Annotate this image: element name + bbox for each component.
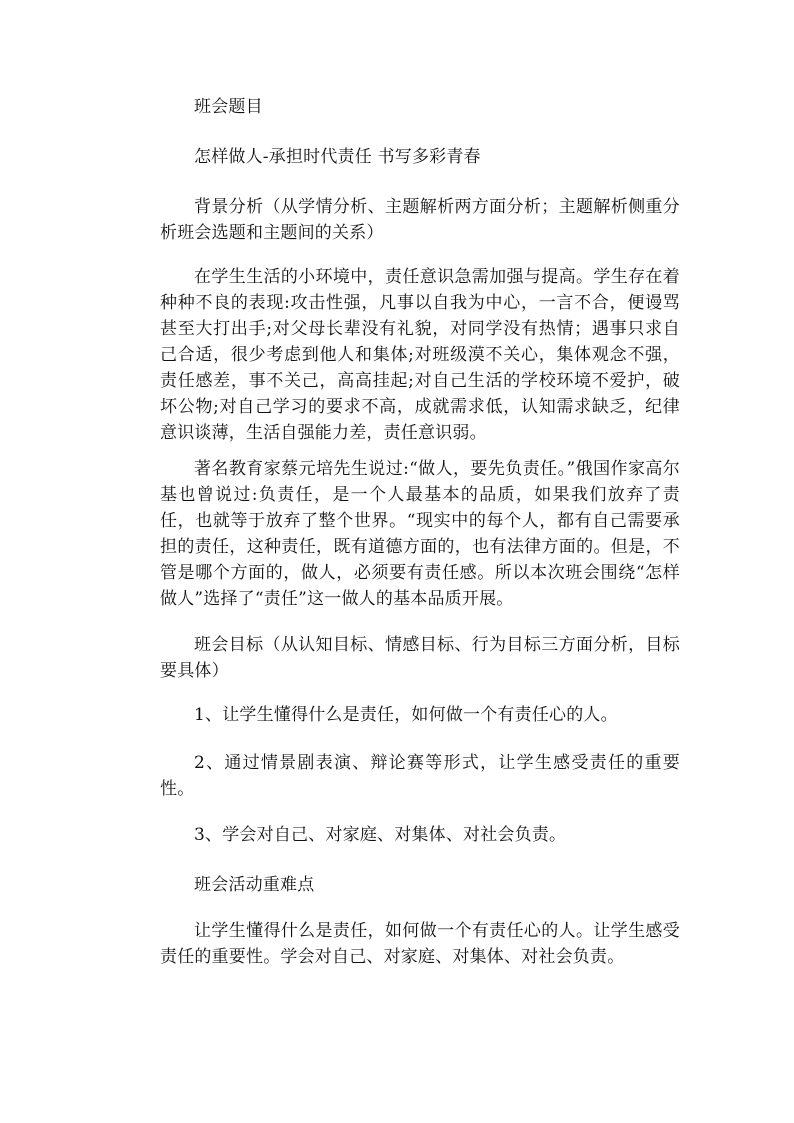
background-paragraph-1: 在学生生活的小环境中，责任意识急需加强与提高。学生存在着种种不良的表现:攻击性强，凡事以自我为中心，一言不合，便谩骂甚至大打出手;对父母长辈没有礼貌，对同学没有热情；遇事只求自己合适，很少考虑到他人和集体;对班级漠不关心，集体观念不强，责任感差，事不关己，高高挂起;对自己生活的学校环境不爱护，破坏公物;对自己学习的要求不高，成就需求低，认知需求缺乏，纪律意识谈薄，生活自强能力差，责任意识弱。 — [160, 267, 680, 443]
key-points-body: 让学生懂得什么是责任，如何做一个有责任心的人。让学生感受责任的重要性。学会对自己、对家庭、对集体、对社会负责。 — [160, 921, 680, 967]
background-heading: 背景分析（从学情分析、主题解析两方面分析；主题解析侧重分析班会选题和主题间的关系） — [160, 197, 680, 243]
key-points-heading: 班会活动重难点 — [194, 875, 315, 895]
goals-heading: 班会目标（从认知目标、情感目标、行为目标三方面分析，目标要具体） — [160, 635, 680, 681]
goal-item-2: 2、通过情景剧表演、辩论赛等形式，让学生感受责任的重要性。 — [160, 753, 680, 799]
goal-item-3: 3、学会对自己、对家庭、对集体、对社会负责。 — [194, 825, 567, 845]
page-title: 怎样做人-承担时代责任 书写多彩青春 — [194, 147, 481, 167]
background-paragraph-2: 著名教育家蔡元培先生说过:“做人，要先负责任。”俄国作家高尔基也曾说过:负责任，是一个人最基本的品质，如果我们放弃了责任，也就等于放弃了整个世界。“现实中的每个人，都有自己需要承担的责任，这种责任，既有道德方面的，也有法律方面的。但是，不管是哪个方面的，做人，必须要有责任感。所以本次班会围绕“怎样做人”选择了“责任”这一做人的基本品质开展。 — [160, 459, 680, 609]
goal-item-1: 1、让学生懂得什么是责任，如何做一个有责任心的人。 — [194, 705, 618, 725]
heading-label: 班会题目 — [194, 97, 263, 117]
